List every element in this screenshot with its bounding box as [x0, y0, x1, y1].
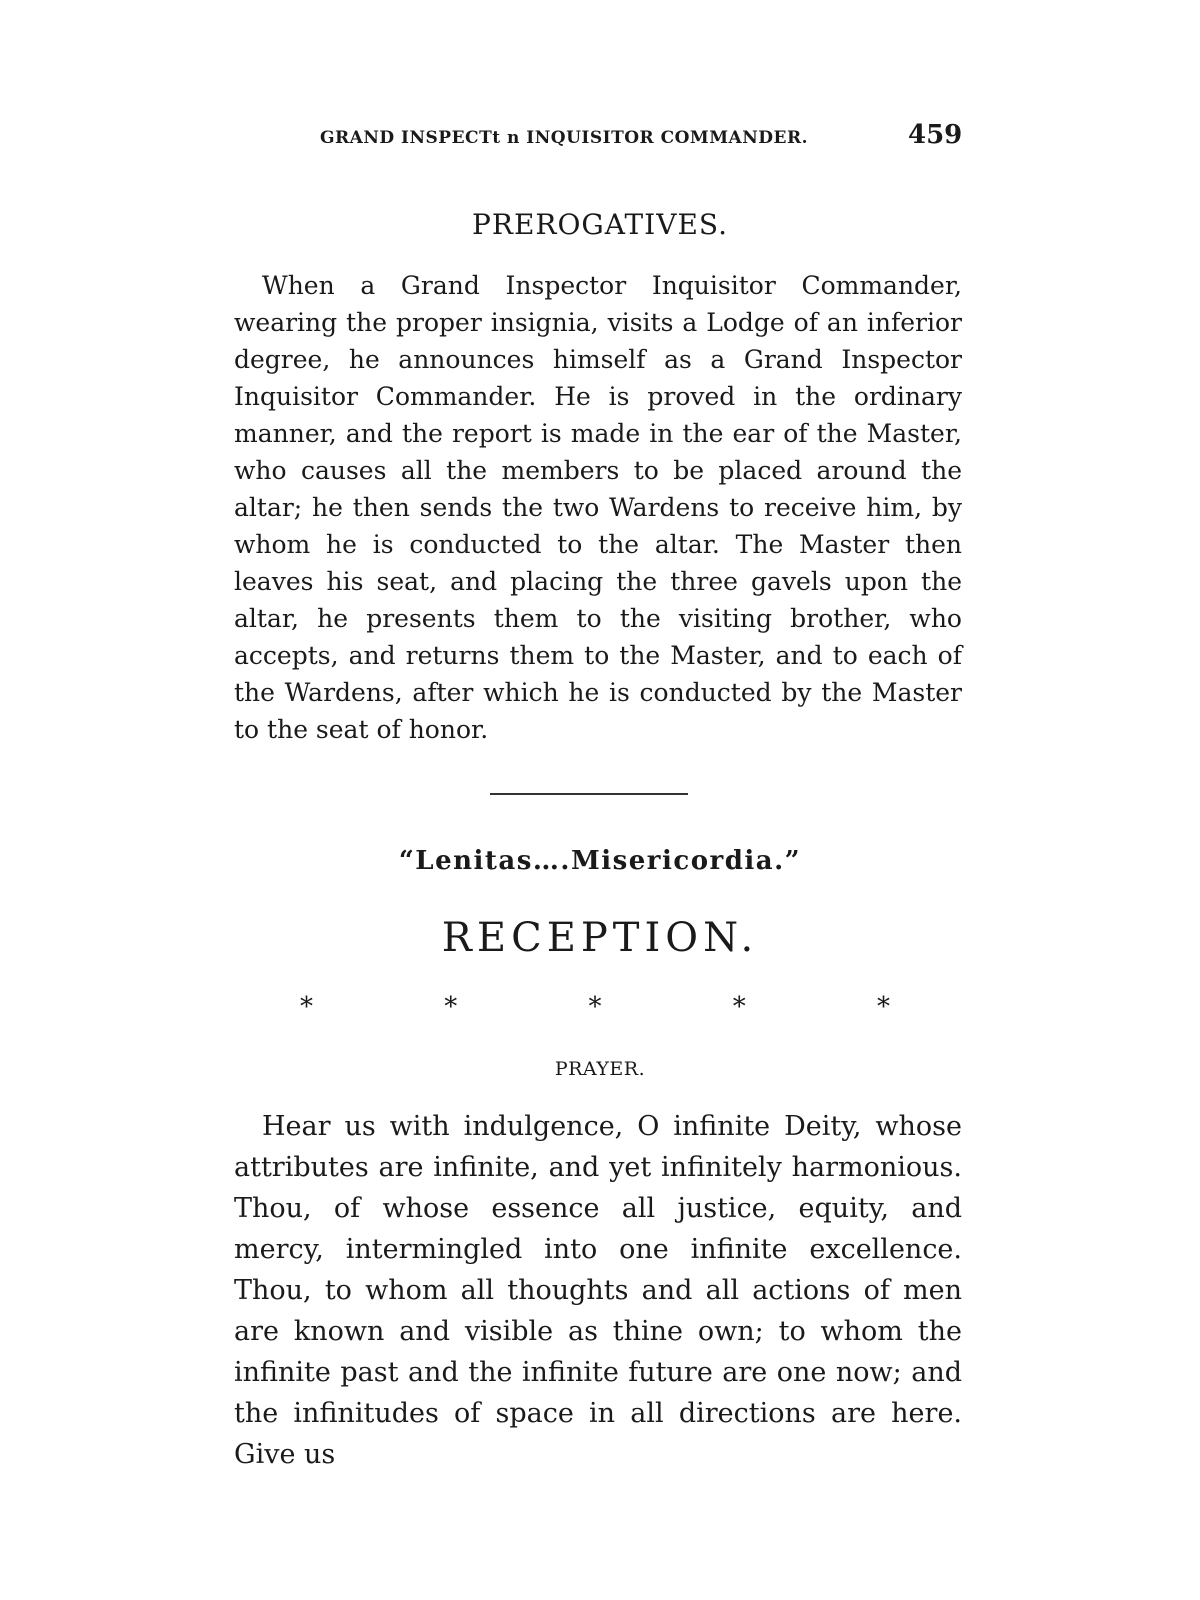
paragraph-text: Hear us with indulgence, O infinite Deity, whose attributes are infinite, and yet infinitely harmonious. Thou, of whose essence all justice, equity, and mercy, intermingled into one infinite excellence. Thou, to whom all thoughts and all actions of men are known and visible as thine own; to whom the infinite past and the infinite future are one now; and the infinitudes of space in all directions are here. Give us: [234, 1111, 962, 1470]
star: *: [444, 992, 458, 1022]
page-number: 459: [908, 120, 963, 150]
asterism: [300, 992, 890, 1022]
prerogatives-paragraph: [234, 267, 962, 748]
motto: “Lenitas….Misericordia.”: [398, 846, 802, 876]
section-title-prayer: PRAYER.: [554, 1058, 646, 1080]
star: *: [732, 992, 746, 1022]
prayer-paragraph: [234, 1106, 962, 1475]
star: *: [588, 992, 602, 1022]
section-divider: [490, 793, 688, 795]
paragraph-text: When a Grand Inspector Inquisitor Commander, wearing the proper insignia, visits a Lodge of an inferior degree, he announces himself as a Grand Inspector Inquisitor Commander. He is proved in the ordinary manner, and the report is made in the ear of the Master, who causes all the members to be placed around the altar; he then sends the two Wardens to receive him, by whom he is conducted to the altar. The Master then leaves his seat, and placing the three gavels upon the altar, he presents them to the visiting brother, who accepts, and returns them to the Master, and to each of the Wardens, after which he is conducted by the Master to the seat of honor.: [234, 271, 962, 744]
section-title-prerogatives: PREROGATIVES.: [472, 208, 728, 241]
running-head: GRAND INSPECTt n INQUISITOR COMMANDER.: [320, 128, 809, 148]
section-title-reception: RECEPTION.: [441, 915, 759, 961]
star: *: [877, 992, 890, 1022]
star: *: [300, 992, 313, 1022]
